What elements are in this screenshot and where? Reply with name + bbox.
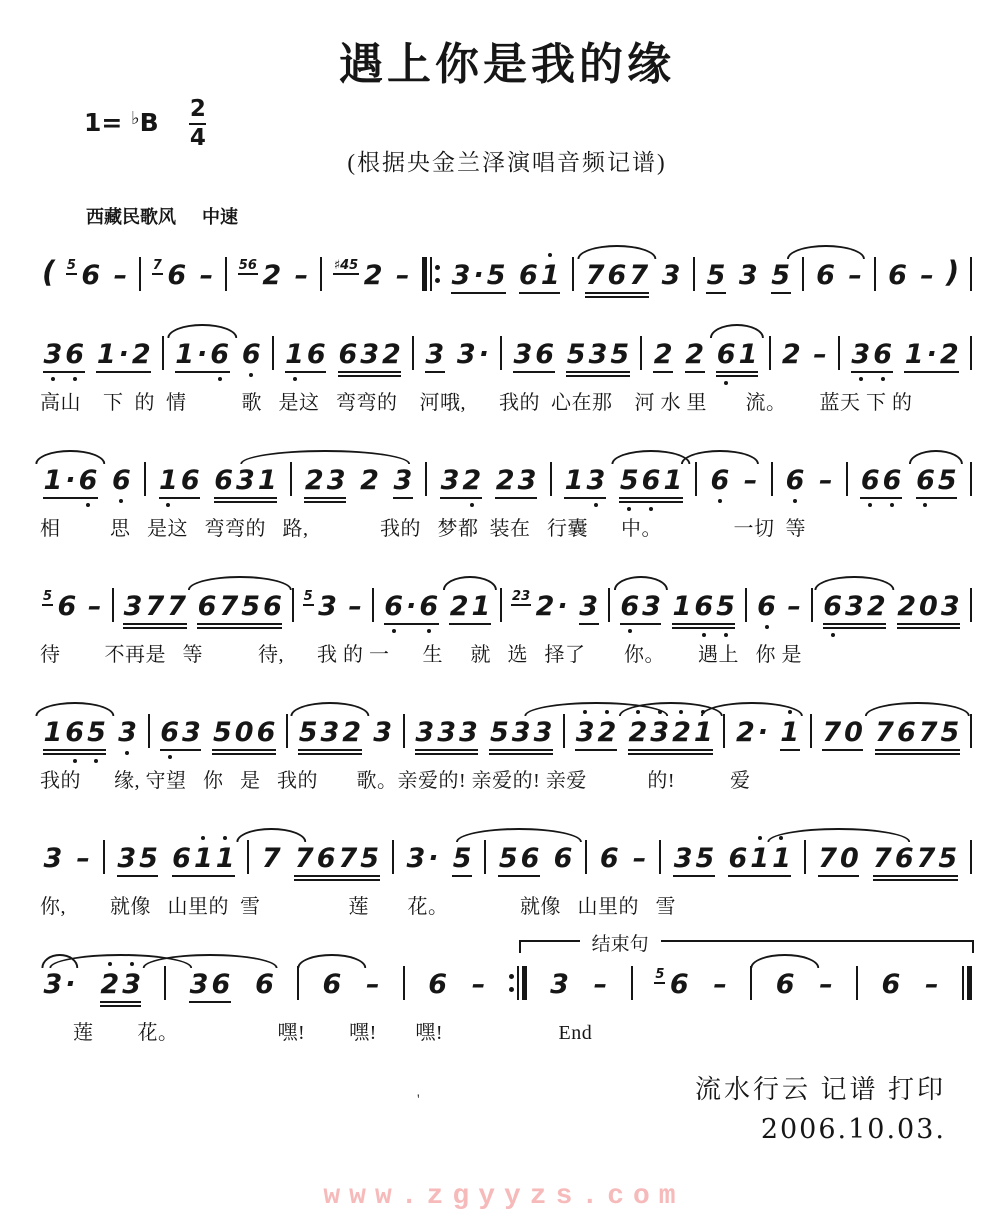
grace-note: 5: [655, 967, 665, 982]
tie-arc: [909, 450, 963, 464]
lyrics-row: 待 不再是 等 待, 我 的 一 生 就 选 择了 你。 遇上 你 是: [40, 644, 802, 666]
time-numerator: 2: [189, 96, 206, 122]
note-token: 5 6: [497, 845, 541, 872]
note-token: 3 ·: [42, 971, 77, 998]
barline-b: [372, 588, 374, 622]
note-token: 7 6: [152, 258, 187, 291]
note-token: 6 7 5 6: [196, 593, 283, 620]
barline-b: [802, 257, 804, 291]
ending-label: 结束句: [580, 929, 661, 956]
note-token: 7 6 7 5: [872, 845, 959, 872]
barline-b: [320, 257, 322, 291]
notes-row: [40, 562, 974, 620]
octave-dot-below: [86, 503, 90, 507]
tie-arc: [456, 828, 582, 842]
octave-dot-above: [788, 710, 792, 714]
note-token: 1 · 6: [42, 467, 99, 494]
tie-arc: [41, 954, 78, 968]
barline-b: [225, 257, 227, 291]
barline-b: [403, 966, 405, 1000]
note-token: 2: [652, 341, 674, 368]
barline-b: [297, 966, 299, 1000]
note-token: –: [471, 969, 486, 1000]
barline-b: [970, 257, 972, 291]
note-token: 3 5: [672, 845, 716, 872]
barline-b: [112, 588, 114, 622]
system-5: [40, 688, 974, 793]
stray-mark: ': [417, 1092, 420, 1108]
note-token: 5 6: [66, 258, 101, 291]
barline-b: [750, 966, 752, 1000]
note-token: –: [294, 260, 309, 291]
octave-dot-below: [427, 629, 431, 633]
note-token: 3 ·: [456, 339, 489, 370]
octave-dot-below: [125, 751, 129, 755]
tie-arc: [815, 576, 894, 590]
note-token: 2 ·: [735, 719, 770, 746]
octave-dot-below: [249, 373, 253, 377]
note-token: 6 6: [859, 467, 903, 494]
note-token: 5 3: [303, 589, 337, 622]
note-token: –: [366, 969, 380, 1000]
note-token: 3 6: [42, 341, 86, 368]
note-token: –: [920, 260, 934, 291]
barline-b: [392, 840, 394, 874]
system-7: [40, 934, 974, 1045]
octave-dot-below: [594, 503, 598, 507]
tie-arc: [49, 954, 193, 968]
octave-dot-below: [718, 499, 722, 503]
note-token: 6 3 1: [213, 467, 278, 494]
system-4: [40, 562, 974, 667]
note-token: 5: [451, 845, 473, 872]
note-token: 6: [888, 260, 907, 291]
barline-b: [608, 588, 610, 622]
notes-row: [40, 934, 974, 1000]
note-token: 5 0 6: [211, 719, 276, 746]
note-token: 1 · 2: [95, 341, 152, 368]
barline-b: [139, 257, 141, 291]
barline-b: [290, 462, 292, 496]
tie-arc: [614, 576, 668, 590]
tie-arc: [750, 954, 819, 968]
note-token: 1 6 5: [42, 719, 107, 746]
note-token: –: [348, 591, 363, 622]
note-token: 1 6: [284, 341, 328, 368]
note-token: –: [199, 260, 214, 291]
note-token: 6: [428, 969, 448, 1000]
octave-dot-below: [51, 377, 55, 381]
notes-row: [40, 231, 974, 289]
octave-dot-below: [923, 503, 927, 507]
time-denominator: 4: [189, 125, 206, 151]
system-2: [40, 310, 974, 415]
note-token: 5 6: [43, 589, 77, 622]
barline-b: [272, 336, 274, 370]
octave-dot-above: [583, 710, 587, 714]
note-token: 2: [360, 465, 379, 496]
note-token: 23 2 ·: [512, 589, 568, 622]
octave-dot-below: [649, 507, 653, 511]
octave-dot-below: [166, 503, 170, 507]
subtitle: (根据央金兰泽演唱音频记谱): [347, 150, 667, 175]
note-token: –: [819, 465, 833, 496]
tie-arc: [865, 702, 969, 716]
tie-arc: [786, 245, 864, 259]
octave-dot-below: [94, 759, 98, 763]
octave-dot-below: [793, 499, 797, 503]
barline-b: [810, 714, 812, 748]
octave-dot-below: [868, 503, 872, 507]
note-token: 7 0: [817, 845, 861, 872]
note-token: –: [593, 969, 608, 1000]
grace-note: 5: [43, 589, 53, 604]
system-1: [40, 231, 974, 289]
note-token: 6: [774, 971, 796, 998]
note-token: –: [925, 969, 939, 1000]
note-token: 7 0: [821, 719, 865, 746]
octave-dot-above: [636, 710, 640, 714]
note-token: 5: [705, 262, 727, 289]
octave-dot-below: [73, 377, 77, 381]
octave-dot-above: [605, 710, 609, 714]
grace-note: 56: [238, 258, 257, 273]
notes-row: [40, 436, 974, 494]
tie-arc: [297, 954, 366, 968]
note-token: 3: [117, 719, 139, 746]
note-token: 6: [321, 971, 343, 998]
note-token: –: [819, 969, 833, 1000]
tie-arc: [767, 828, 911, 842]
lyrics-row: 莲 花。 嘿! 嘿! 嘿! End: [40, 1022, 593, 1044]
octave-dot-above: [548, 253, 552, 257]
note-token: 6 3: [159, 719, 203, 746]
barline-b: [723, 714, 725, 748]
lyrics-row: 高山 下 的 情 歌 是这 弯弯的 河哦, 我的 心在那 河 水 里 流。 蓝天 下 的: [40, 392, 913, 414]
note-token: 2: [684, 341, 706, 368]
note-token: 3: [578, 593, 600, 620]
tie-arc: [36, 450, 105, 464]
octave-dot-below: [724, 633, 728, 637]
watermark: www.zgyyzs.com: [323, 1181, 685, 1212]
grace-note: 23: [512, 589, 531, 604]
barline-b: [144, 462, 146, 496]
barline-b: [162, 336, 164, 370]
note-token: 7 6 7 5: [293, 845, 380, 872]
tie-arc: [443, 576, 497, 590]
octave-dot-below: [881, 377, 885, 381]
notes-row: [40, 814, 974, 872]
octave-dot-above: [779, 836, 783, 840]
octave-dot-below: [218, 377, 222, 381]
barline-b: [500, 336, 502, 370]
note-token: 2 3: [494, 467, 538, 494]
note-token: 6 1: [518, 262, 562, 289]
note-token: 7 6 7 5: [874, 719, 961, 746]
note-token: 1 · 6: [174, 341, 231, 368]
note-token: 56 2: [238, 258, 282, 291]
octave-dot-below: [859, 377, 863, 381]
note-token: 2 3 2 1: [627, 719, 714, 746]
tie-arc: [143, 954, 278, 968]
note-token: –: [713, 969, 728, 1000]
tie-arc: [710, 324, 764, 338]
lyrics-row: 你, 就像 山里的 雪 莲 花。 就像 山里的 雪: [40, 896, 676, 918]
octave-dot-below: [293, 377, 297, 381]
octave-dot-below: [73, 759, 77, 763]
note-token: –: [787, 591, 802, 622]
note-token: 5 3 5: [565, 341, 630, 368]
note-token: 3: [738, 260, 758, 291]
grace-note: 5: [66, 258, 76, 273]
note-token: 6: [110, 467, 132, 494]
note-token: 1: [779, 719, 801, 746]
note-token: 2 1: [448, 593, 492, 620]
barline-b: [769, 336, 771, 370]
note-token: 5 3 3: [488, 719, 553, 746]
octave-dot-above: [758, 836, 762, 840]
note-token: 6: [255, 969, 274, 1000]
tie-arc: [701, 702, 803, 716]
note-token: 3: [661, 260, 681, 291]
notes-row: [40, 310, 974, 368]
grace-note: 5: [303, 589, 313, 604]
note-token: 6: [784, 467, 806, 494]
octave-dot-above: [679, 710, 683, 714]
tie-arc: [240, 450, 410, 464]
transcriber-credit: 流水行云 记谱 打印: [694, 1075, 946, 1104]
ending-bracket: [519, 934, 974, 955]
barline-b: [550, 462, 552, 496]
note-token: 3: [373, 717, 393, 748]
octave-dot-below: [168, 755, 172, 759]
barline-b: [695, 462, 697, 496]
note-token: 3 6: [850, 341, 894, 368]
note-token: 6: [599, 843, 619, 874]
tie-arc: [524, 702, 668, 716]
note-token: 3: [424, 341, 446, 368]
barline-b: [640, 336, 642, 370]
barline-b: [484, 840, 486, 874]
note-token: 6 · 6: [383, 593, 440, 620]
octave-dot-below: [765, 625, 769, 629]
tie-arc: [290, 702, 369, 716]
note-token: 6: [756, 593, 778, 620]
key-row: [40, 96, 974, 150]
note-token: 7 6 7: [584, 262, 649, 289]
barline-b: [412, 336, 414, 370]
note-token: 3 2: [574, 719, 618, 746]
barline-b: [970, 462, 972, 496]
note-token: 6: [815, 262, 837, 289]
barline-b: [247, 840, 249, 874]
note-token: 6 1 1: [171, 845, 236, 872]
tempo-label: 中速: [202, 207, 238, 227]
system-3: [40, 436, 974, 541]
barline-b: [771, 462, 773, 496]
barline-fin: [962, 966, 972, 1000]
note-token: 5 3 2: [297, 719, 362, 746]
note-token: –: [396, 260, 410, 291]
key-signature: [84, 98, 206, 150]
style-tempo-line: [86, 203, 974, 229]
barline-b: [874, 257, 876, 291]
tie-arc: [618, 702, 722, 716]
octave-dot-below: [470, 503, 474, 507]
lyrics-row: 我的 缘, 守望 你 是 我的 歌。亲爱的! 亲爱的! 亲爱 的! 爱: [40, 770, 751, 792]
barline-b: [693, 257, 695, 291]
credits: [40, 1069, 946, 1145]
tie-arc: [611, 450, 690, 464]
note-token: 6 1: [715, 341, 759, 368]
note-token: 1 6: [158, 467, 202, 494]
tie-arc: [577, 245, 656, 259]
note-token: –: [813, 339, 827, 370]
barline-b: [286, 714, 288, 748]
note-token: 5: [770, 262, 792, 289]
barline-b: [631, 966, 633, 1000]
octave-dot-below: [119, 499, 123, 503]
barline-b: [563, 714, 565, 748]
note-token: 3 6: [188, 971, 232, 998]
barline-b: [659, 840, 661, 874]
open-paren: (: [42, 255, 56, 289]
note-token: –: [87, 591, 102, 622]
key-prefix: 1=: [84, 108, 123, 137]
octave-dot-below: [628, 629, 632, 633]
note-token: 3 · 5: [450, 262, 507, 289]
note-token: 2: [781, 339, 801, 370]
octave-dot-above: [130, 962, 134, 966]
note-token: 2 0 3: [896, 593, 961, 620]
note-token: 7: [260, 845, 282, 872]
barline-b: [838, 336, 840, 370]
tie-arc: [35, 702, 114, 716]
notes-row: [40, 688, 974, 746]
close-paren: ): [945, 255, 960, 289]
note-token: –: [76, 843, 90, 874]
barline-b: [292, 588, 294, 622]
barline-b: [500, 588, 502, 622]
note-token: 6 3: [619, 593, 663, 620]
note-token: 6: [709, 467, 731, 494]
lyrics-row: 相 思 是这 弯弯的 路, 我的 梦都 装在 行囊 中。 一切 等: [40, 518, 806, 540]
barline-b: [804, 840, 806, 874]
note-token: 3 6: [512, 341, 556, 368]
octave-dot-below: [890, 503, 894, 507]
octave-dot-above: [108, 962, 112, 966]
credit-date: 2006.10.03.: [760, 1114, 946, 1145]
octave-dot-above: [658, 710, 662, 714]
system-6: [40, 814, 974, 919]
key-note: B: [139, 108, 159, 137]
note-token: 6: [240, 341, 262, 368]
note-token: 6 5: [915, 467, 959, 494]
note-token: 3 3 3: [414, 719, 479, 746]
barline-b: [970, 714, 972, 748]
note-token: 3 5: [116, 845, 160, 872]
octave-dot-above: [701, 710, 705, 714]
note-token: –: [848, 260, 862, 291]
time-signature: [189, 98, 206, 150]
note-token: 3: [392, 467, 414, 494]
note-token: 6: [881, 969, 901, 1000]
note-token: 6: [553, 843, 573, 874]
barline-b: [970, 336, 972, 370]
barline-b: [811, 588, 813, 622]
octave-dot-below: [724, 381, 728, 385]
barline-b: [425, 462, 427, 496]
octave-dot-above: [223, 836, 227, 840]
barline-b: [846, 462, 848, 496]
barline-b: [148, 714, 150, 748]
octave-dot-below: [392, 629, 396, 633]
style-label: 西藏民歌风: [86, 207, 176, 227]
tie-arc: [167, 324, 236, 338]
note-token: 1 6 5: [671, 593, 736, 620]
note-token: –: [743, 465, 758, 496]
note-token: 6 3 2: [822, 593, 887, 620]
grace-note: ♯45: [333, 258, 359, 273]
note-token: 6 3 2: [337, 341, 402, 368]
octave-dot-above: [201, 836, 205, 840]
barline-b: [103, 840, 105, 874]
grace-note: 7: [152, 258, 162, 273]
tie-arc: [188, 576, 292, 590]
note-token: 5 6: [655, 967, 689, 1000]
note-token: 1 3: [563, 467, 607, 494]
barline-b: [745, 588, 747, 622]
barline-b: [970, 588, 972, 622]
note-token: 1 · 2: [903, 341, 960, 368]
barline-b: [585, 840, 587, 874]
note-token: –: [113, 260, 128, 291]
barline-b: [403, 714, 405, 748]
music-systems: [40, 231, 974, 1045]
octave-dot-below: [831, 633, 835, 637]
barline-rr: [509, 966, 527, 1000]
octave-dot-below: [627, 507, 631, 511]
note-token: 3: [550, 969, 569, 1000]
note-token: 3 7 7: [122, 593, 187, 620]
note-token: 2 3: [99, 971, 143, 998]
octave-dot-below: [702, 633, 706, 637]
note-token: 5 6 1: [618, 467, 683, 494]
barline-b: [970, 840, 972, 874]
barline-b: [856, 966, 858, 1000]
note-token: –: [632, 843, 647, 874]
barline-rl: [422, 257, 440, 291]
flat-sign: ♭: [131, 108, 140, 129]
note-token: 2 3: [303, 467, 347, 494]
song-title: 遇上你是我的缘: [339, 40, 675, 89]
barline-b: [572, 257, 574, 291]
note-token: 3 2: [439, 467, 483, 494]
note-token: 3 ·: [406, 843, 439, 874]
note-token: 6 1 1: [727, 845, 792, 872]
barline-b: [164, 966, 166, 1000]
tie-arc: [681, 450, 759, 464]
note-token: ♯45 2: [333, 258, 383, 291]
note-token: 3: [43, 843, 63, 874]
